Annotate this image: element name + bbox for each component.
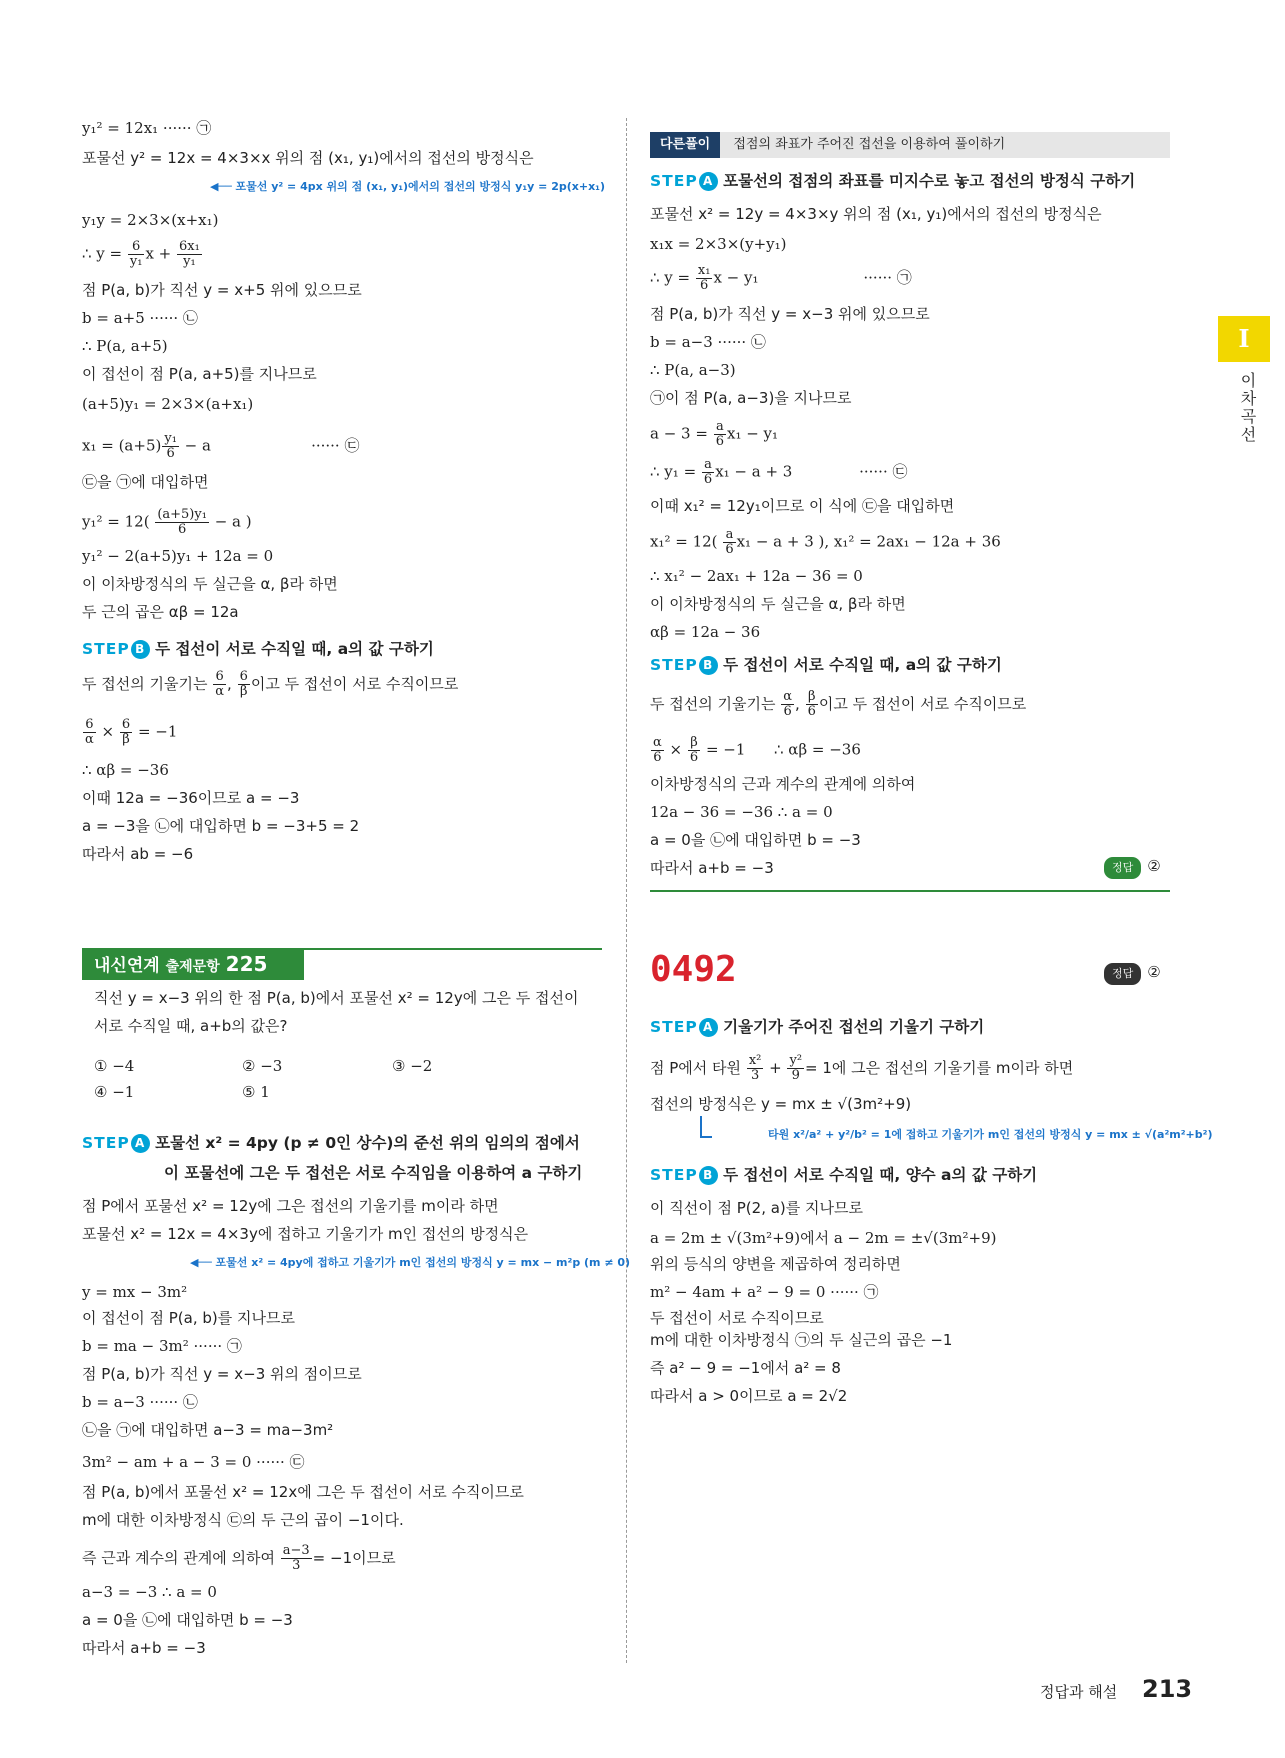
side-note: ◀── 포물선 y² = 4px 위의 점 (x₁, y₁)에서의 접선의 방정식 y₁y = 2p(x+x₁) (210, 180, 606, 193)
text-line: 두 접선의 기울기는 $\frac{\alpha}{6}$ , $\frac{\beta}{6}$ 이고 두 접선이 서로 수직이므로 (650, 689, 1027, 719)
question-line: 직선 y = x−3 위의 한 점 P(a, b)에서 포물선 x² = 12y에 그은 두 접선이 (94, 989, 579, 1007)
column-divider (626, 118, 627, 1663)
question-line: 서로 수직일 때, a+b의 값은? (94, 1017, 288, 1035)
text-line: a = 0을 ㉡에 대입하면 b = −3 (82, 1611, 293, 1629)
page-number: 213 (1142, 1675, 1193, 1703)
eq-line: ∴ αβ = −36 (82, 761, 169, 779)
choice-3[interactable]: ③ −2 (392, 1057, 433, 1075)
eq-line: y₁² = 12( $\frac{\text{(a+5)y₁}}{6}$ − a ) (82, 507, 252, 537)
eq-line: ∴ P(a, a+5) (82, 337, 168, 355)
text-line: 점 P에서 타원 $\frac{\text{x²}}{3}$ + $\frac{\text{y²}}{9}$ = 1에 그은 접선의 기울기를 m이라 하면 (650, 1053, 1074, 1083)
text-line: 따라서 a > 0이므로 a = 2√2 (650, 1387, 848, 1405)
text-line: 즉 a² − 9 = −1에서 a² = 8 (650, 1359, 841, 1377)
text-line: 이 직선이 점 P(2, a)를 지나므로 (650, 1199, 863, 1217)
side-note: 타원 x²/a² + y²/b² = 1에 접하고 기울기가 m인 접선의 방정식 y = mx ± √(a²m²+b²) (768, 1128, 1213, 1141)
eq-line: x₁² = 12( $\frac{a}{6}$ x₁ − a + 3 ), x₁² = 2ax₁ − 12a + 36 (650, 527, 1001, 557)
text-line: 두 접선의 기울기는 $\frac{6}{\alpha}$ , $\frac{6}{\beta}$ 이고 두 접선이 서로 수직이므로 (82, 669, 459, 699)
eq-line: x₁x = 2×3×(y+y₁) (650, 235, 787, 253)
text-line: 점 P(a, b)에서 포물선 x² = 12x에 그은 두 접선이 서로 수직이므로 (82, 1483, 524, 1501)
eq-line: 3m² − am + a − 3 = 0 ······ ㉢ (82, 1453, 305, 1471)
eq-line: ∴ y₁ = $\frac{a}{6}$ x₁ − a + 3 ······ ㉢ (650, 457, 908, 487)
text-line: 이 접선이 점 P(a, b)를 지나므로 (82, 1309, 295, 1327)
problem-number: 0492 (650, 949, 737, 990)
step-b-heading: STEP B 두 접선이 서로 수직일 때, a의 값 구하기 (82, 640, 434, 658)
text-line: 이차방정식의 근과 계수의 관계에 의하여 (650, 775, 916, 793)
choice-1[interactable]: ① −4 (94, 1057, 135, 1075)
eq-line: a−3 = −3 ∴ a = 0 (82, 1583, 217, 1601)
step-a-heading: STEP A 포물선의 접점의 좌표를 미지수로 놓고 접선의 방정식 구하기 (650, 172, 1136, 190)
text-line: 이 이차방정식의 두 실근을 α, β라 하면 (650, 595, 906, 613)
text-line: 이때 x₁² = 12y₁이므로 이 식에 ㉢을 대입하면 (650, 497, 955, 515)
choice-4[interactable]: ④ −1 (94, 1083, 135, 1101)
eq-line: ∴ y = $\frac{\text{x₁}}{6}$ x − y₁ ······ ㉠ (650, 263, 912, 293)
chapter-label: 이차곡선 (1238, 372, 1257, 444)
eq-line: $\frac{6}{\alpha}$ × $\frac{6}{\beta}$ = −1 (85, 717, 178, 747)
text-line: ㉠이 점 P(a, a−3)을 지나므로 (650, 389, 852, 407)
text-line: 점 P(a, b)가 직선 y = x−3 위의 점이므로 (82, 1365, 362, 1383)
eq-line: a = 2m ± √(3m²+9)에서 a − 2m = ±√(3m²+9) (650, 1229, 997, 1247)
text-line: 즉 근과 계수의 관계에 의하여 $\frac{a-3}{3}$ = −1이므로 (82, 1543, 396, 1573)
eq-line: y = mx − 3m² (82, 1283, 188, 1301)
eq-line: y₁² = 12x₁ ······ ㉠ (82, 119, 212, 137)
text-line: 두 근의 곱은 αβ = 12a (82, 603, 239, 621)
text-line: 점 P(a, b)가 직선 y = x+5 위에 있으므로 (82, 281, 362, 299)
text-line: 따라서 a+b = −3 (82, 1639, 206, 1657)
text-line: 포물선 x² = 12y = 4×3×y 위의 점 (x₁, y₁)에서의 접선의 방정식은 (650, 205, 1102, 223)
answer-badge: 정답 ② (1104, 962, 1161, 985)
eq-line: ∴ P(a, a−3) (650, 361, 736, 379)
choice-5[interactable]: ⑤ 1 (242, 1083, 270, 1101)
eq-line: x₁ = (a+5) $\frac{\text{y₁}}{6}$ − a ······ ㉢ (82, 431, 360, 461)
text-line: 두 접선이 서로 수직이므로 (650, 1309, 824, 1327)
step-b-heading: STEP B 두 접선이 서로 수직일 때, a의 값 구하기 (650, 656, 1002, 674)
text-line: a = −3을 ㉡에 대입하면 b = −3+5 = 2 (82, 817, 360, 835)
text-line: 따라서 a+b = −3 (650, 859, 774, 877)
eq-line: (a+5)y₁ = 2×3×(a+x₁) (82, 395, 254, 413)
eq-line: a − 3 = $\frac{a}{6}$ x₁ − y₁ (650, 419, 779, 449)
footer-label: 정답과 해설 (1040, 1683, 1118, 1701)
step-a-heading: STEP A 포물선 x² = 4py (p ≠ 0인 상수)의 준선 위의 임의의 점에서 (82, 1134, 580, 1152)
step-a-heading-cont: 이 포물선에 그은 두 접선은 서로 수직임을 이용하여 a 구하기 (164, 1164, 583, 1182)
eq-line: ∴ y = $\frac{6}{\text{y₁}}$ x + $\frac{\text{6x₁}}{\text{y₁}}$ (82, 239, 200, 269)
section-rule (650, 890, 1170, 892)
eq-line: $\frac{\alpha}{6}$ × $\frac{\beta}{6}$ = −1 ∴ αβ = −36 (653, 735, 861, 765)
chapter-tab[interactable]: I (1218, 316, 1270, 362)
text-line: 따라서 ab = −6 (82, 845, 194, 863)
step-a-heading: STEP A 기울기가 주어진 접선의 기울기 구하기 (650, 1018, 985, 1036)
text-line: 포물선 x² = 12x = 4×3y에 접하고 기울기가 m인 접선의 방정식은 (82, 1225, 529, 1243)
eq-line: b = a−3 ······ ㉡ (82, 1393, 198, 1411)
eq-line: b = a−3 ······ ㉡ (650, 333, 766, 351)
problem-header: 내신연계 출제문항 225 (82, 948, 304, 980)
text-line: 이 이차방정식의 두 실근을 α, β라 하면 (82, 575, 338, 593)
eq-line: y₁y = 2×3×(x+x₁) (82, 211, 219, 229)
eq-line: 12a − 36 = −36 ∴ a = 0 (650, 803, 833, 821)
eq-line: b = ma − 3m² ······ ㉠ (82, 1337, 242, 1355)
text-line: ㉢을 ㉠에 대입하면 (82, 473, 209, 491)
text-line: 점 P에서 포물선 x² = 12y에 그은 접선의 기울기를 m이라 하면 (82, 1197, 499, 1215)
eq-line: αβ = 12a − 36 (650, 623, 761, 641)
step-b-heading: STEP B 두 접선이 서로 수직일 때, 양수 a의 값 구하기 (650, 1166, 1038, 1184)
text-line: 이 접선이 점 P(a, a+5)를 지나므로 (82, 365, 317, 383)
text-line: 이때 12a = −36이므로 a = −3 (82, 789, 300, 807)
answer-badge: 정답 ② (1104, 856, 1161, 879)
text-line: 접선의 방정식은 y = mx ± √(3m²+9) (650, 1095, 912, 1113)
eq-line: y₁² − 2(a+5)y₁ + 12a = 0 (82, 547, 274, 565)
text-line: a = 0을 ㉡에 대입하면 b = −3 (650, 831, 861, 849)
alt-solution-bar: 다른풀이 접점의 좌표가 주어진 접선을 이용하여 풀이하기 (650, 132, 1170, 158)
text-line: 점 P(a, b)가 직선 y = x−3 위에 있으므로 (650, 305, 930, 323)
text-line: 위의 등식의 양변을 제곱하여 정리하면 (650, 1255, 901, 1273)
text-line: m에 대한 이차방정식 ㉢의 두 근의 곱이 −1이다. (82, 1511, 404, 1529)
eq-line: b = a+5 ······ ㉡ (82, 309, 198, 327)
eq-line: m² − 4am + a² − 9 = 0 ······ ㉠ (650, 1283, 879, 1301)
note-arrow (700, 1116, 712, 1138)
eq-line: ∴ x₁² − 2ax₁ + 12a − 36 = 0 (650, 567, 863, 585)
text-line: m에 대한 이차방정식 ㉠의 두 실근의 곱은 −1 (650, 1331, 953, 1349)
choice-2[interactable]: ② −3 (242, 1057, 283, 1075)
text-line: 포물선 y² = 12x = 4×3×x 위의 점 (x₁, y₁)에서의 접선의 방정식은 (82, 149, 534, 167)
text-line: ㉡을 ㉠에 대입하면 a−3 = ma−3m² (82, 1421, 334, 1439)
side-note: ◀── 포물선 x² = 4py에 접하고 기울기가 m인 접선의 방정식 y = mx − m²p (m ≠ 0) (190, 1256, 631, 1269)
